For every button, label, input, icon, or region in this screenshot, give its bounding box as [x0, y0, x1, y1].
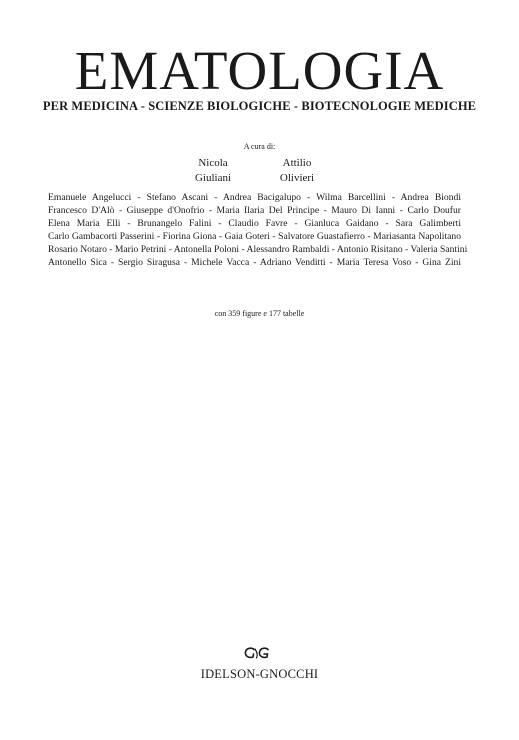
book-subtitle: PER MEDICINA - SCIENZE BIOLOGICHE - BIOTECNOLOGIE MEDICHE — [42, 99, 477, 113]
editor-2 — [267, 156, 327, 186]
contributors-line: Elena Maria Elli - Brunangelo Falini - Claudio Favre - Gianluca Gaidano - Sara Galimberti — [48, 218, 461, 230]
figures-tables-note: con 359 figure e 177 tabelle — [214, 309, 305, 318]
editor-2-first-name: Attilio — [282, 157, 312, 169]
book-title: EMATOLOGIA — [74, 40, 445, 101]
contributors-line: Emanuele Angelucci - Stefano Ascani - Andrea Bacigalupo - Wilma Barcellini - Andrea Biondi — [48, 192, 461, 203]
curated-by-label: A cura di: — [243, 142, 276, 151]
editor-1-last-name: Giuliani — [194, 172, 232, 184]
idelson-gnocchi-logo-icon — [243, 646, 271, 660]
contributors-line: Rosario Notaro - Mario Petrini - Antonella Poloni - Alessandro Rambaldi - Antonio Risitano - Valeria Santini — [48, 244, 468, 256]
editor-1-first-name: Nicola — [198, 157, 228, 169]
editor-1 — [183, 156, 243, 186]
editor-2-last-name: Olivieri — [279, 172, 315, 184]
contributors-line: Carlo Gambacorti Passerini - Fiorina Giona - Gaia Goteri - Salvatore Guastafierro - Mariasanta Napolitano — [48, 231, 461, 243]
contributors-line: Antonello Sica - Sergio Siragusa - Michele Vacca - Adriano Venditti - Maria Teresa Voso - Gina Zini — [48, 257, 461, 269]
publisher-name: IDELSON-GNOCCHI — [200, 667, 319, 681]
contributors-list — [48, 191, 468, 270]
contributors-line: Francesco D'Alò - Giuseppe d'Onofrio - Maria Ilaria Del Principe - Mauro Di Ianni - Carlo Doufur — [48, 205, 461, 217]
